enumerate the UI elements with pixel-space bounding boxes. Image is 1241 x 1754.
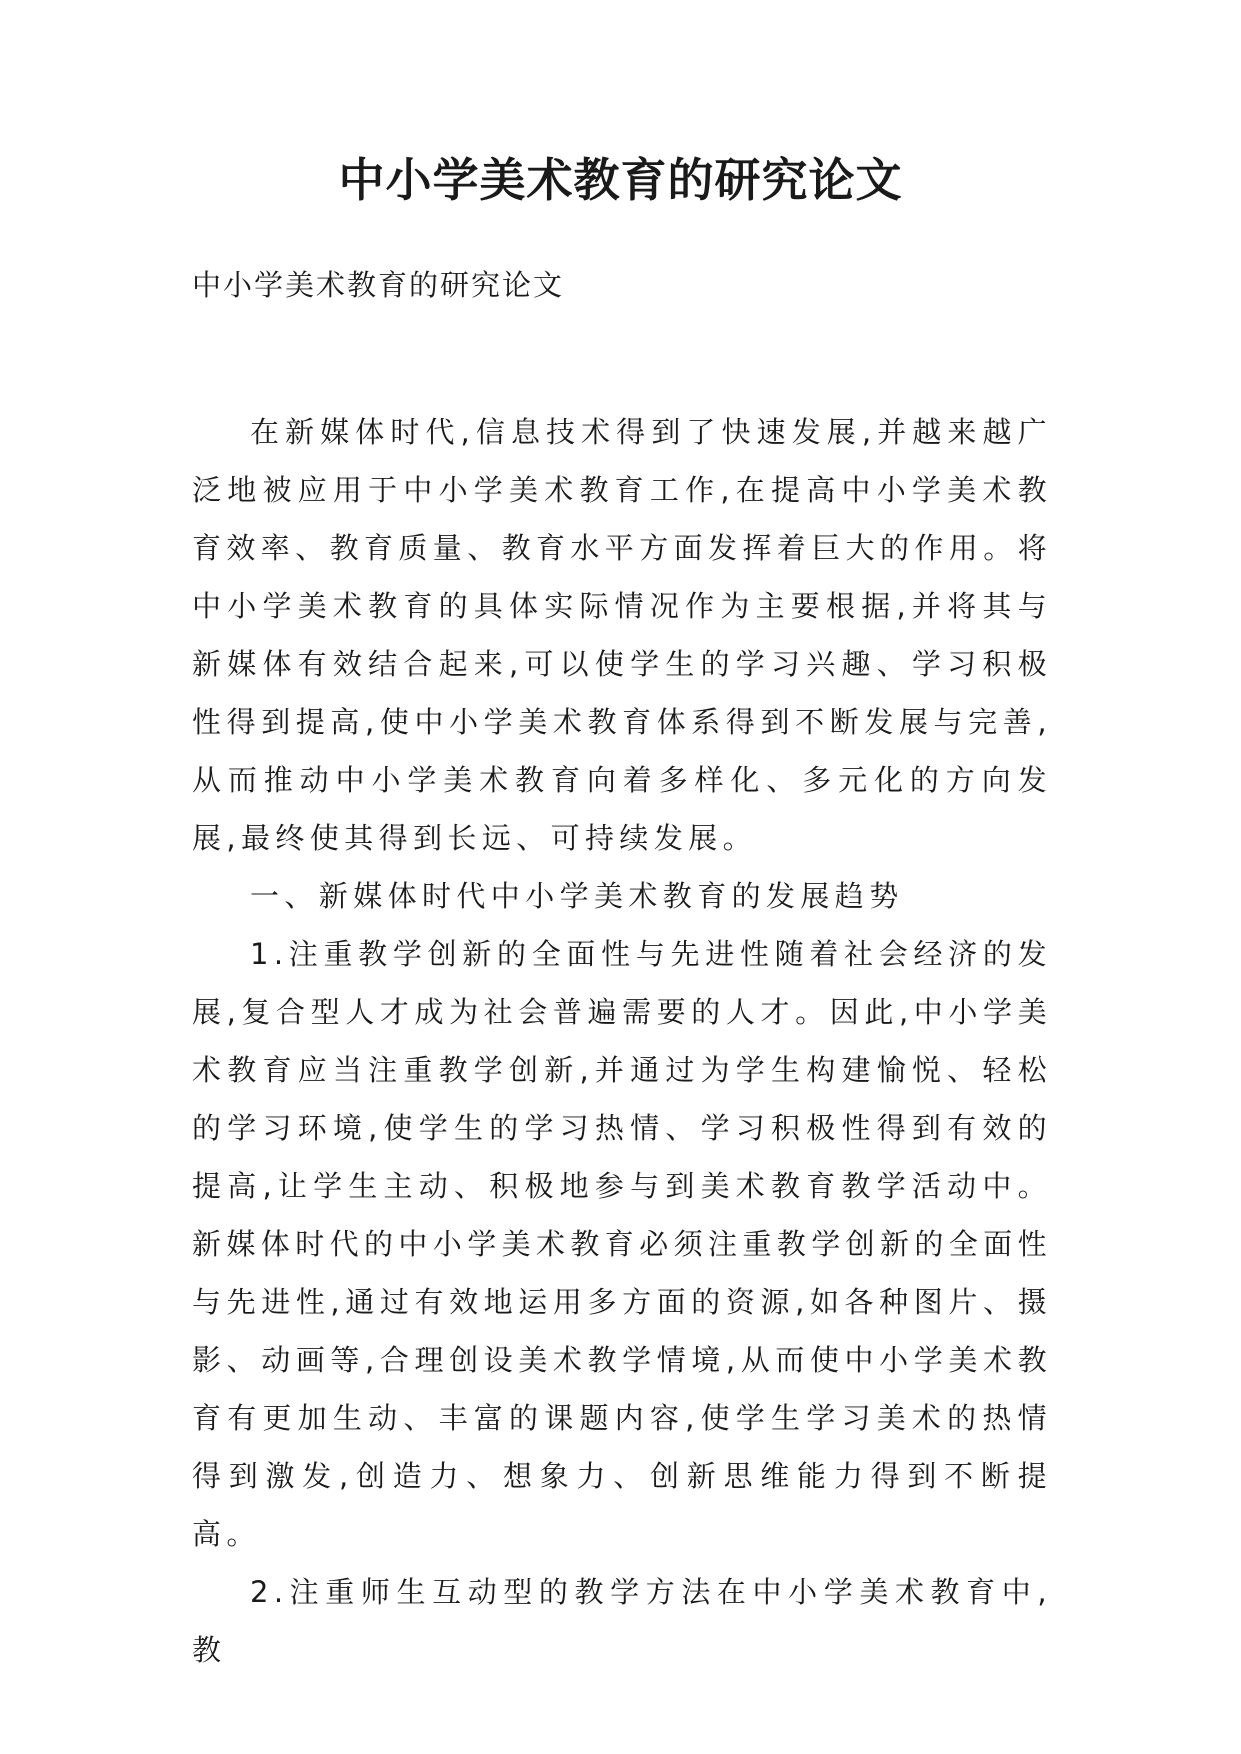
section-heading-1: 一、新媒体时代中小学美术教育的发展趋势 xyxy=(250,879,904,913)
document-body xyxy=(192,403,1052,1679)
body-paragraph-point-1: 1.注重教学创新的全面性与先进性随着社会经济的发展,复合型人才成为社会普遍需要的人才。因此,中小学美术教育应当注重教学创新,并通过为学生构建愉悦、轻松的学习环境,使学生的学习热情、学习积极性得到有效的提高,让学生主动、积极地参与到美术教育教学活动中。新媒体时代的中小学美术教育必须注重教学创新的全面性与先进性,通过有效地运用多方面的资源,如各种图片、摄影、动画等,合理创设美术教学情境,从而使中小学美术教育有更加生动、丰富的课题内容,使学生学习美术的热情得到激发,创造力、想象力、创新思维能力得到不断提高。 xyxy=(192,937,1053,1551)
body-paragraph-intro: 在新媒体时代,信息技术得到了快速发展,并越来越广泛地被应用于中小学美术教育工作,在提高中小学美术教育效率、教育质量、教育水平方面发挥着巨大的作用。将中小学美术教育的具体实际情况作为主要根据,并将其与新媒体有效结合起来,可以使学生的学习兴趣、学习积极性得到提高,使中小学美术教育体系得到不断发展与完善,从而推动中小学美术教育向着多样化、多元化的方向发展,最终使其得到长远、可持续发展。 xyxy=(192,415,1053,855)
body-paragraph-point-2: 2.注重师生互动型的教学方法在中小学美术教育中,教 xyxy=(192,1575,1052,1667)
document-subtitle: 中小学美术教育的研究论文 xyxy=(192,268,565,302)
document-title: 中小学美术教育的研究论文 xyxy=(338,153,903,207)
